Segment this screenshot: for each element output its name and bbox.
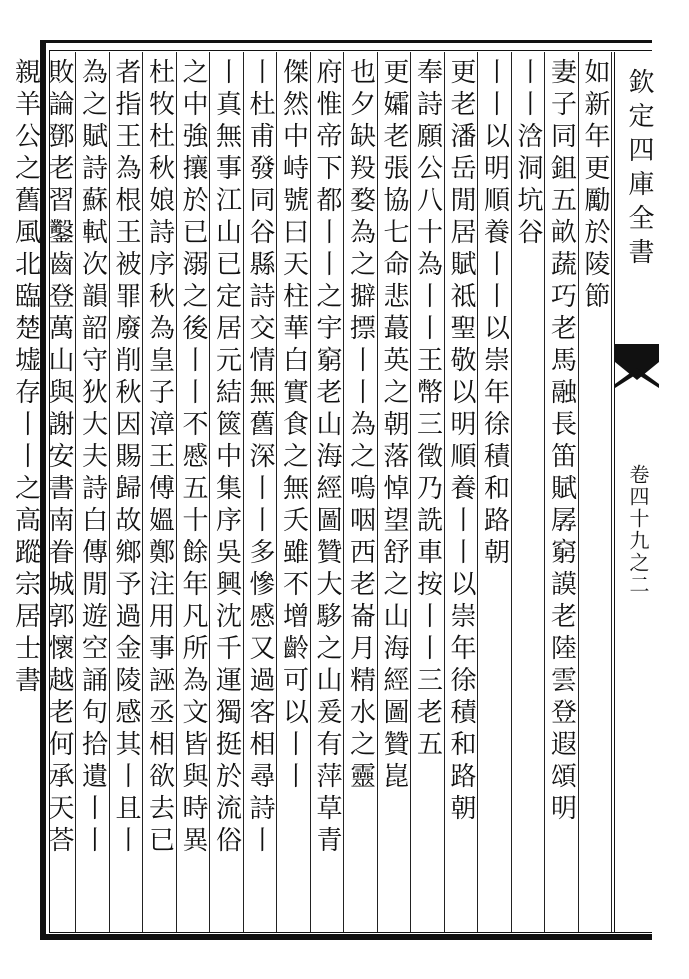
column-text: 妻子同鉏五畝蔬巧老馬融長笛賦孱窮謨老陸雲登遐頌明 (546, 58, 577, 826)
column-text: 更老潘岳閒居賦祗聖敬以明順養丨丨以崇年徐積和路朝 (446, 58, 476, 826)
column-text: 更孀老張協七命悲蕞英之朝落悼望舒之山海經圖贊崑 (379, 58, 409, 794)
text-column (378, 52, 412, 932)
fish-tail-icon (615, 344, 659, 404)
column-text: 丨真無事江山已定居元結篋中集序吳興沈千運獨挺於流俗 (211, 58, 242, 858)
column-text: 為之賦詩蘇軾次韻韶守狄大夫詩白傳閒遊空誦句拾遺丨丨 (77, 58, 108, 858)
column-text: 杜牧杜秋娘詩序秋為皇子漳王傅媼鄭注用事誣丞相欲去已 (144, 58, 175, 858)
text-column (210, 52, 244, 932)
column-text: 丨杜甫發同谷縣詩交情無舊深丨丨多慘慼又過客相尋詩丨 (245, 58, 275, 858)
text-column (478, 52, 512, 932)
text-column (579, 52, 613, 932)
text-column (9, 52, 43, 932)
text-column (512, 52, 546, 932)
column-text: 傑然中峙號曰天柱華白實食之無夭雖不增齡可以丨丨 (278, 58, 309, 794)
text-column (177, 52, 211, 932)
text-column (311, 52, 345, 932)
column-text: 也夕缺羖婺為之擗摽丨丨為之嗚咽西老崙月精水之靈 (345, 58, 376, 794)
column-text: 敗論鄧老習鑿齒登萬山與謝安書南眷城郭懷越老何承天荅 (44, 58, 74, 858)
text-column (344, 52, 378, 932)
column-text: 之中強攘於已溺之後丨丨不慼五十餘年凡所為文皆與時異 (178, 58, 208, 858)
banxin-header (614, 52, 659, 932)
text-column (545, 52, 579, 932)
column-text: 奉詩願公八十為丨丨王幣三徵乃詵車按丨丨三老五 (412, 58, 443, 762)
text-column (43, 52, 77, 932)
column-text: 者指王為根王被罪廢削秋因賜歸故鄉予過金陵感其丨且丨 (111, 58, 141, 858)
text-column (110, 52, 144, 932)
text-column (445, 52, 479, 932)
column-text: 府惟帝下都丨丨之宇窮老山海經圖贊大䮈之山爰有萍草青 (312, 58, 342, 858)
column-text: 如新年更勵於陵節 (580, 58, 610, 314)
header-title: 欽定四庫全書 (624, 68, 654, 272)
juan-label: 卷四十九之二 (626, 464, 650, 596)
text-column (244, 52, 278, 932)
text-column (143, 52, 177, 932)
column-text: 親羊公之舊風北臨楚墟存丨丨之高蹤宗居士書 (10, 58, 41, 698)
text-column (277, 52, 311, 932)
column-text: 丨丨以明順養丨丨以崇年徐積和路朝 (479, 58, 510, 570)
text-column (411, 52, 445, 932)
text-column (76, 52, 110, 932)
column-text: 丨丨浛洞坑谷 (513, 58, 543, 250)
